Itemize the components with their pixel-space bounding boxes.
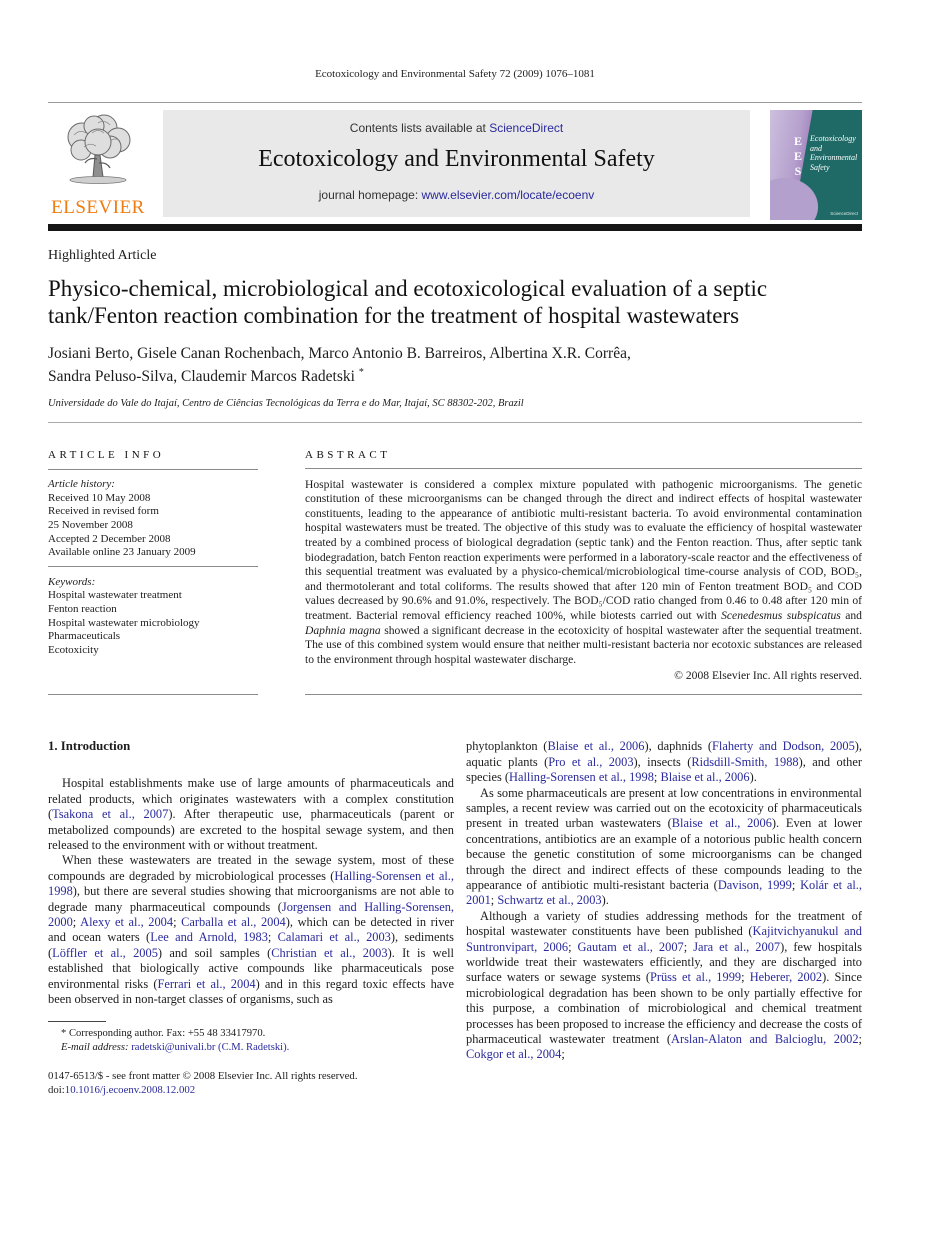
citation-link[interactable]: Pro et al., 2003 [548, 754, 634, 769]
introduction-section [48, 739, 862, 1098]
journal-homepage-link[interactable]: www.elsevier.com/locate/ecoenv [421, 188, 595, 202]
body-paragraph [466, 739, 862, 785]
list-item: Hospital wastewater microbiology [48, 616, 200, 629]
article-type-label: Highlighted Article [48, 248, 157, 263]
journal-masthead [163, 110, 750, 217]
citation-link[interactable]: Jara et al., 2007 [693, 939, 781, 954]
article-history-list [48, 492, 258, 560]
citation-link[interactable]: Lee and Arnold, 1983 [150, 930, 268, 945]
citation-link[interactable]: Davison, 1999 [717, 877, 792, 892]
list-item: tank/Fenton reaction combination for the treatment of hospital wastewaters [48, 303, 740, 328]
citation-link[interactable]: Löffler et al., 2005 [52, 945, 158, 960]
cover-ees-letters [794, 134, 802, 179]
abstract-column [305, 449, 862, 696]
bottom-matter [48, 1070, 454, 1098]
copyright-line: © 2008 Elsevier Inc. All rights reserved. [674, 669, 862, 683]
text-segment: ). [749, 770, 757, 785]
running-head-citation: Ecotoxicology and Environmental Safety 72 (2009) 1076–1081 [315, 68, 595, 80]
doi-link[interactable]: 10.1016/j.ecoenv.2008.12.002 [64, 1084, 196, 1097]
list-item: S [794, 164, 802, 178]
text-segment: ; [791, 877, 801, 892]
text-segment: Hospital wastewater is considered a complex mixture populated with pathogenic microorganisms. The genetic constitution of these microorganisms can be changed through the direct and indirect effects of hospital wastewater constituents, leading to the appearance of antibiotic multi-resistant bacteria. To avoid environmental contamination hospital wastewaters must be treated. The objective of this study was to evaluate the efficiency of hospital wastewater treated by a combined process of biological degradation (septic tank) and the Fenton reaction. Thus, after septic tank biodegradation, batch Fenton reaction experiments were performed in a laboratory-scale reactor and the effectiveness of this sequential treatment was evaluated by a physico-chemical/microbiological time-course analysis of COD, BOD₅, and thermotolerant and total coliforms. The results showed that after 120 min of Fenton treatment BOD₅ and COD values decreased by 90.6% and 91.0%, respectively. The BOD₅/COD ratio changed from 0.46 to 0.48 after 120 min of treatment. Bacterial removal efficiency reached 100%, while biotests carried out with [305, 477, 863, 622]
citation-link[interactable]: Blaise et al., 2006 [660, 770, 750, 785]
list-item: E [794, 134, 803, 148]
elsevier-tree-icon [54, 113, 142, 196]
text-segment: ), few hospitals worldwide treat their wastewaters efficiently, and they are discharged into surface waters or sewage systems ( [466, 939, 863, 985]
list-item: and [810, 143, 822, 153]
citation-link[interactable]: Prüss et al., 1999 [649, 970, 742, 985]
abstract-text [305, 478, 862, 668]
citation-link[interactable]: Heberer, 2002 [749, 970, 823, 985]
info-abstract-section [48, 449, 862, 696]
list-item: Pharmaceuticals [48, 630, 121, 643]
journal-cover-thumbnail[interactable] [770, 110, 862, 220]
list-item: Accepted 2 December 2008 [48, 532, 171, 545]
text-segment: phytoplankton ( [466, 739, 548, 754]
text-segment: ), aquatic plants ( [466, 739, 862, 769]
citation-link[interactable]: Kolár et al., 2001 [466, 877, 862, 908]
elsevier-logo [48, 110, 148, 217]
list-item: Available online 23 January 2009 [48, 546, 196, 559]
citation-link[interactable]: Alexy et al., 2004 [80, 914, 174, 929]
text-segment: ) and soil samples ( [157, 945, 272, 960]
list-item: 25 November 2008 [48, 518, 133, 531]
list-item: Received 10 May 2008 [48, 491, 151, 504]
doi-line [48, 1084, 454, 1098]
cover-sciencedirect-mark: ScienceDirect [830, 211, 858, 216]
citation-link[interactable]: Ridsdill-Smith, 1988 [691, 754, 799, 769]
cover-journal-title [810, 134, 857, 172]
citation-link[interactable]: Schwartz et al., 2003 [497, 893, 602, 908]
text-segment: Although a variety of studies addressing methods for the treatment of hospital wastewater constituents have been published ( [466, 908, 862, 939]
text-segment: ), daphnids ( [644, 739, 712, 754]
text-segment: Scenedesmus subspicatus [721, 608, 841, 622]
list-item: Physico-chemical, microbiological and ecotoxicological evaluation of a septic [48, 276, 768, 301]
body-paragraph [466, 786, 862, 909]
text-segment: ; [490, 893, 498, 908]
citation-link[interactable]: Flaherty and Dodson, 2005 [711, 739, 855, 754]
homepage-prefix: journal homepage: [318, 188, 422, 202]
citation-link[interactable]: Halling-Sorensen et al., 1998 [48, 868, 454, 899]
keywords-label: Keywords: [48, 575, 96, 588]
text-segment: ), sediments ( [48, 930, 454, 960]
text-segment: showed a significant decrease in the ecotoxicity of hospital wastewater after the sequential treatment. The use of this combined system would ensure that neither multi-resistant bacteria nor ecotoxic substances are released to the environment through hospital wastewater discharge. [305, 623, 862, 666]
citation-link[interactable]: Calamari et al., 2003 [277, 930, 391, 945]
contents-line [163, 121, 750, 135]
citation-link[interactable]: Jorgensen and Halling-Sorensen, 2000 [48, 899, 455, 929]
text-segment: ), which can be detected in river and ocean waters ( [48, 914, 455, 945]
list-item: Ecotoxicology [810, 134, 856, 143]
list-item: Safety [810, 162, 830, 172]
email-note [48, 1041, 454, 1055]
right-column-paragraphs [466, 739, 862, 1063]
article-info-heading: ARTICLE INFO [48, 449, 258, 471]
text-segment: ), and other species ( [466, 754, 862, 785]
citation-link[interactable]: Ferrari et al., 2004 [157, 976, 256, 991]
header-top-rule [48, 102, 862, 103]
citation-link[interactable]: Blaise et al., 2006 [547, 739, 645, 754]
citation-link[interactable]: Cokgor et al., 2004 [466, 1047, 562, 1062]
text-segment: ; [173, 914, 182, 929]
email-link[interactable]: radetski@univali.br (C.M. Radetski). [128, 1041, 290, 1053]
author-list [48, 344, 862, 386]
list-item: E [794, 149, 803, 163]
list-item: Received in revised form [48, 505, 159, 518]
text-segment: ; [653, 770, 661, 785]
corresponding-author-note: * Corresponding author. Fax: +55 48 33417970. [61, 1028, 266, 1040]
list-item: Fenton reaction [48, 602, 117, 615]
text-segment: ), but there are several studies showing that microorganisms are not able to degrade many pharmaceutical compounds ( [48, 884, 454, 914]
issn-line: 0147-6513/$ - see front matter © 2008 Elsevier Inc. All rights reserved. [48, 1070, 358, 1083]
header-black-bar [48, 224, 862, 231]
citation-link[interactable]: Tsakona et al., 2007 [52, 807, 169, 822]
article-info-column [48, 449, 258, 696]
text-segment: ; [568, 939, 578, 954]
citation-link[interactable]: Gautam et al., 2007 [577, 939, 684, 954]
citation-link[interactable]: Kajitvichyanukul and Suntronvipart, 2006 [466, 924, 862, 954]
text-segment: When these wastewaters are treated in the sewage system, most of these compounds are degraded by microbiological processes ( [48, 853, 454, 883]
text-segment: ; [267, 930, 278, 945]
affiliation: Universidade do Vale do Itajaí, Centro de Ciências Tecnológicas da Terra e do Mar, Itajaí, SC 88302-202, Brazil [48, 397, 524, 409]
contents-prefix: Contents lists available at [349, 121, 490, 135]
citation-link[interactable]: Blaise et al., 2006 [671, 816, 772, 831]
text-segment: ). [601, 893, 609, 908]
text-segment: ). After therapeutic use, pharmaceuticals (parent or metabolized compounds) are excreted to the hospital sewage system, and then released to the environment with or without treatment. [48, 807, 454, 852]
list-item: Environmental [810, 153, 858, 162]
text-segment: ; [741, 970, 750, 985]
text-segment: ; [683, 939, 694, 954]
text-segment: ; [858, 1032, 862, 1046]
text-segment: ). Since microbiological degradation has been shown to be only partially effective for this purpose, a combination of microbiological and chemical treatment processes has been proposed to increase the efficiency and decrease the costs of pharmaceutical wastewater treatment ( [466, 970, 863, 1046]
text-segment: ), insects ( [633, 754, 692, 769]
text-segment: ) and in this regard toxic effects have been observed in non-target classes of organisms, such as [48, 976, 455, 1006]
citation-link[interactable]: Carballa et al., 2004 [181, 914, 286, 929]
footnote-block [48, 1021, 454, 1054]
title-block-rule [48, 422, 862, 423]
citation-link[interactable]: Arslan-Alaton and Balcioglu, 2002 [671, 1032, 859, 1046]
keywords-block [48, 567, 258, 658]
abstract-heading: ABSTRACT [305, 449, 862, 469]
text-segment: ; [72, 914, 81, 929]
article-title [48, 275, 862, 329]
list-item: Ecotoxicity [48, 643, 99, 656]
list-item: Hospital wastewater treatment [48, 589, 182, 602]
article-history-label: Article history: [48, 478, 115, 491]
text-segment: ). It is well established that biologically active compounds like pharmaceuticals pose environmental risks ( [48, 945, 455, 991]
article-history-block [48, 470, 258, 567]
homepage-line [163, 188, 750, 202]
citation-link[interactable]: Halling-Sorensen et al., 1998 [509, 770, 654, 785]
doi-label: doi: [48, 1084, 65, 1097]
journal-header-band [48, 110, 862, 217]
text-segment: and [840, 608, 862, 622]
text-segment: Daphnia magna [305, 623, 381, 637]
body-paragraph [466, 909, 862, 1063]
corresponding-author-mark[interactable]: * [358, 367, 364, 379]
left-column [48, 739, 454, 1098]
sciencedirect-link[interactable]: ScienceDirect [489, 121, 564, 135]
elsevier-wordmark: ELSEVIER [51, 197, 145, 218]
email-label: E-mail address: [61, 1041, 129, 1053]
right-column [466, 739, 862, 1098]
authors-line-1: Josiani Berto, Gisele Canan Rochenbach, Marco Antonio B. Barreiros, Albertina X.R. Corrêa, [48, 345, 631, 363]
section-heading-introduction: 1. Introduction [48, 739, 131, 754]
text-segment: As some pharmaceuticals are present at low concentrations in environmental samples, a recent review was carried out on the ecotoxicity of pharmaceuticals present in treated urban wastewaters ( [466, 785, 862, 831]
authors-line-2: Sandra Peluso-Silva, Claudemir Marcos Radetski [48, 368, 359, 386]
body-paragraph [48, 776, 454, 853]
text-segment: ; [561, 1047, 565, 1062]
citation-link[interactable]: Christian et al., 2003 [271, 945, 388, 960]
journal-title: Ecotoxicology and Environmental Safety [258, 146, 655, 172]
body-paragraph [48, 853, 454, 1007]
text-segment: Hospital establishments make use of large amounts of pharmaceuticals and related products, which originates wastewaters with a complex constitution ( [48, 776, 454, 822]
text-segment: ). Even at lower concentrations, antibiotics are an example of a notorious public health concern because the genetic constitution of some microorganisms can be changed through the direct and indirect effects of these compounds leading to the appearance of antibiotic multi-resistant bacteria ( [466, 816, 863, 892]
left-column-paragraphs [48, 776, 454, 1007]
footnote-rule [48, 1021, 106, 1022]
keywords-list [48, 589, 258, 657]
